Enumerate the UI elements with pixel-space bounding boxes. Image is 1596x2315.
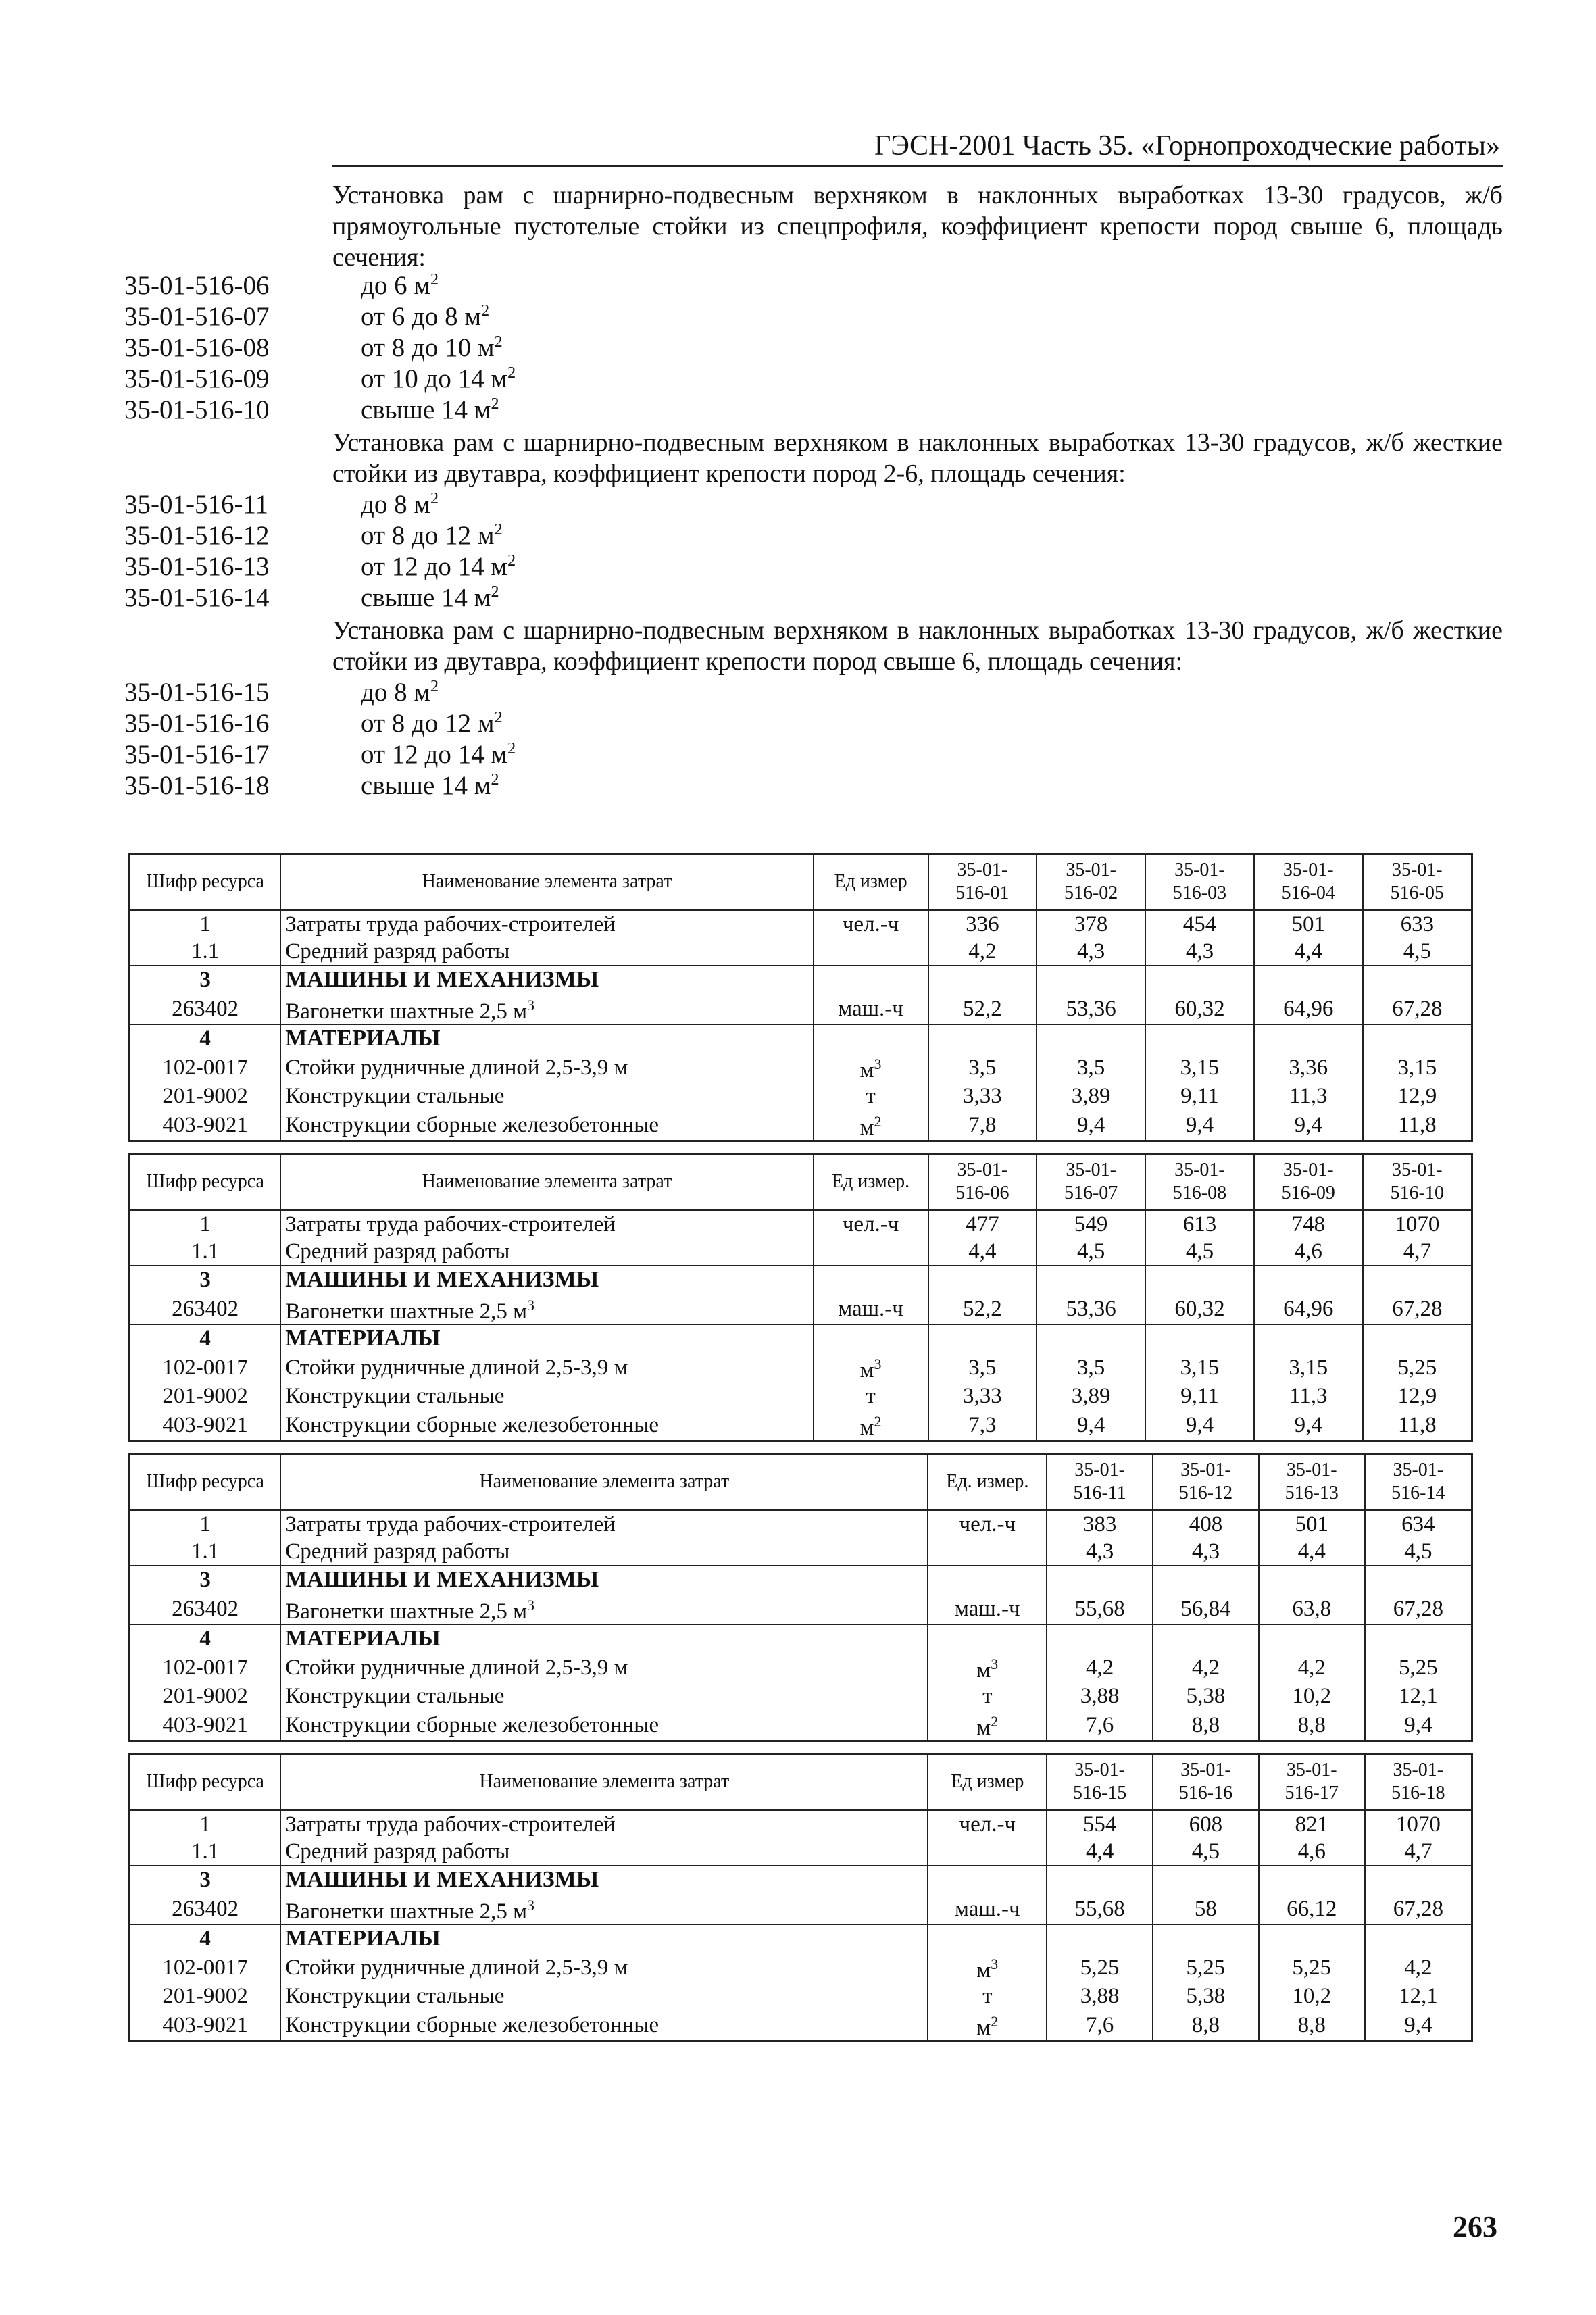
row-value: 633 — [1363, 910, 1472, 939]
row-value: 3,88 — [1047, 1683, 1153, 1710]
row-value: 4,5 — [1145, 1238, 1254, 1266]
row-value: 9,4 — [1365, 2010, 1472, 2041]
row-name: Конструкции сборные железобетонные — [280, 2010, 928, 2041]
table-section-row — [130, 966, 1472, 993]
row-value: 4,6 — [1259, 1838, 1365, 1866]
row-value: 4,5 — [1037, 1238, 1145, 1266]
row-value: 613 — [1145, 1210, 1254, 1239]
row-unit — [928, 1538, 1047, 1566]
row-value: 554 — [1047, 1810, 1153, 1839]
norm-code: 35-01-516-15 — [124, 678, 270, 707]
row-name: Стойки рудничные длиной 2,5-3,9 м — [280, 1952, 928, 1983]
row-code: 3 — [130, 1866, 281, 1893]
row-code: 1.1 — [130, 1238, 281, 1266]
row-value: 4,2 — [1365, 1952, 1472, 1983]
row-value: 3,5 — [1037, 1352, 1145, 1383]
table-section-row — [130, 1566, 1472, 1593]
row-name: Затраты труда рабочих-строителей — [280, 1510, 928, 1539]
table-row — [130, 1410, 1472, 1441]
row-code: 3 — [130, 1566, 281, 1593]
norm-column-header: 35-01- 516-16 — [1153, 1754, 1259, 1810]
table-section-row — [130, 1266, 1472, 1293]
row-value: 5,25 — [1047, 1952, 1153, 1983]
row-code: 263402 — [130, 1893, 281, 1924]
norm-column-header: 35-01- 516-07 — [1037, 1154, 1145, 1210]
section-heading: МАТЕРИАЛЫ — [280, 1324, 814, 1352]
row-unit: т — [928, 1683, 1047, 1710]
row-unit: чел.-ч — [814, 910, 928, 939]
row-code: 3 — [130, 1266, 281, 1293]
section-heading: МАШИНЫ И МЕХАНИЗМЫ — [280, 1566, 928, 1593]
row-value: 378 — [1037, 910, 1145, 939]
norm-column-header: 35-01- 516-12 — [1153, 1454, 1259, 1510]
table-row — [130, 1810, 1472, 1839]
cost-element-header: Наименование элемента затрат — [280, 854, 814, 910]
norm-code: 35-01-516-06 — [124, 271, 270, 300]
row-value: 53,36 — [1037, 1293, 1145, 1324]
row-value: 63,8 — [1259, 1593, 1365, 1624]
row-name: Вагонетки шахтные 2,5 $м^3$ — [280, 1893, 928, 1924]
norm-column-header: 35-01- 516-13 — [1259, 1454, 1365, 1510]
row-value: 9,4 — [1037, 1110, 1145, 1141]
row-value: 3,5 — [1037, 1052, 1145, 1082]
row-value: 5,25 — [1363, 1352, 1472, 1383]
row-code: 1 — [130, 1810, 281, 1839]
norm-table — [128, 1453, 1473, 1742]
row-value: 12,9 — [1363, 1082, 1472, 1110]
table-row — [130, 1952, 1472, 1983]
row-value: 8,8 — [1153, 2010, 1259, 2041]
row-value: 52,2 — [928, 993, 1037, 1024]
row-unit: чел.-ч — [928, 1510, 1047, 1539]
norm-column-header: 35-01- 516-15 — [1047, 1754, 1153, 1810]
row-value: 67,28 — [1363, 1293, 1472, 1324]
table-row — [130, 1110, 1472, 1141]
row-unit: маш.-ч — [928, 1593, 1047, 1624]
row-value: 4,7 — [1363, 1238, 1472, 1266]
table-section-row — [130, 1324, 1472, 1352]
table-row — [130, 1538, 1472, 1566]
row-value: 10,2 — [1259, 1983, 1365, 2010]
table-row — [130, 1683, 1472, 1710]
row-value: 4,4 — [928, 1238, 1037, 1266]
resource-code-header: Шифр ресурса — [130, 1154, 281, 1210]
row-code: 102-0017 — [130, 1052, 281, 1082]
row-code: 1 — [130, 910, 281, 939]
row-unit: т — [814, 1082, 928, 1110]
norm-code: 35-01-516-07 — [124, 302, 270, 331]
norm-column-header: 35-01- 516-02 — [1037, 854, 1145, 910]
row-code: 4 — [130, 1624, 281, 1652]
row-code: 201-9002 — [130, 1082, 281, 1110]
norm-code: 35-01-516-14 — [124, 583, 270, 612]
table-row — [130, 1238, 1472, 1266]
section-heading: МАШИНЫ И МЕХАНИЗМЫ — [280, 1266, 814, 1293]
row-name: Конструкции сборные железобетонные — [280, 1710, 928, 1741]
row-unit: $м^3$ — [814, 1052, 928, 1082]
row-value: 60,32 — [1145, 993, 1254, 1024]
row-unit: $м^3$ — [928, 1652, 1047, 1683]
row-unit: $м^3$ — [928, 1952, 1047, 1983]
section-heading: МАТЕРИАЛЫ — [280, 1024, 814, 1052]
row-name: Конструкции стальные — [280, 1983, 928, 2010]
norm-column-header: 35-01- 516-04 — [1254, 854, 1363, 910]
row-code: 1 — [130, 1210, 281, 1239]
row-name: Вагонетки шахтные 2,5 $м^3$ — [280, 1293, 814, 1324]
table-row — [130, 1352, 1472, 1383]
row-name: Средний разряд работы — [280, 1838, 928, 1866]
area-range: от 8 до 12 $м^2$ — [361, 709, 503, 738]
page-number: 263 — [1453, 2210, 1497, 2243]
row-value: 4,3 — [1047, 1538, 1153, 1566]
norm-code: 35-01-516-11 — [124, 490, 269, 519]
table-row — [130, 1293, 1472, 1324]
row-code: 102-0017 — [130, 1352, 281, 1383]
row-value: 67,28 — [1365, 1893, 1472, 1924]
row-name: Стойки рудничные длиной 2,5-3,9 м — [280, 1652, 928, 1683]
norm-column-header: 35-01- 516-11 — [1047, 1454, 1153, 1510]
row-value: 9,11 — [1145, 1383, 1254, 1410]
row-value: 12,1 — [1365, 1983, 1472, 2010]
row-code: 1.1 — [130, 1538, 281, 1566]
row-value: 64,96 — [1254, 993, 1363, 1024]
row-unit: $м^2$ — [814, 1410, 928, 1441]
row-name: Средний разряд работы — [280, 1538, 928, 1566]
section-description: Установка рам с шарнирно-подвесным верхняком в наклонных выработках 13-30 градусов, ж/б жесткие стойки из двутавра, коэффициент крепости пород свыше 6, площадь сечения: — [332, 616, 1503, 676]
row-value: 5,25 — [1153, 1952, 1259, 1983]
row-unit: маш.-ч — [814, 993, 928, 1024]
row-value: 5,38 — [1153, 1683, 1259, 1710]
row-name: Конструкции стальные — [280, 1683, 928, 1710]
row-name: Затраты труда рабочих-строителей — [280, 910, 814, 939]
resource-code-header: Шифр ресурса — [130, 854, 281, 910]
row-value: 4,4 — [1259, 1538, 1365, 1566]
cost-element-header: Наименование элемента затрат — [280, 1154, 814, 1210]
table-row — [130, 1510, 1472, 1539]
row-code: 201-9002 — [130, 1383, 281, 1410]
table-row — [130, 910, 1472, 939]
table-section-row — [130, 1624, 1472, 1652]
row-name: Средний разряд работы — [280, 1238, 814, 1266]
norm-column-header: 35-01- 516-05 — [1363, 854, 1472, 910]
area-range: свыше 14 $м^2$ — [361, 771, 499, 800]
row-name: Вагонетки шахтные 2,5 $м^3$ — [280, 993, 814, 1024]
norm-column-header: 35-01- 516-03 — [1145, 854, 1254, 910]
row-value: 336 — [928, 910, 1037, 939]
row-value: 12,1 — [1365, 1683, 1472, 1710]
row-value: 9,4 — [1037, 1410, 1145, 1441]
table-row — [130, 1652, 1472, 1683]
row-value: 11,8 — [1363, 1110, 1472, 1141]
row-value: 549 — [1037, 1210, 1145, 1239]
row-value: 8,8 — [1259, 2010, 1365, 2041]
row-value: 55,68 — [1047, 1893, 1153, 1924]
table-section-row — [130, 1866, 1472, 1893]
row-name: Конструкции стальные — [280, 1082, 814, 1110]
row-value: 11,3 — [1254, 1383, 1363, 1410]
row-name: Конструкции сборные железобетонные — [280, 1110, 814, 1141]
row-code: 4 — [130, 1924, 281, 1952]
area-range: от 8 до 10 $м^2$ — [361, 333, 503, 362]
row-code: 403-9021 — [130, 1410, 281, 1441]
row-unit: т — [814, 1383, 928, 1410]
row-value: 9,4 — [1254, 1110, 1363, 1141]
section-heading: МАШИНЫ И МЕХАНИЗМЫ — [280, 966, 814, 993]
resource-code-header: Шифр ресурса — [130, 1454, 281, 1510]
row-code: 403-9021 — [130, 2010, 281, 2041]
row-value: 4,5 — [1365, 1538, 1472, 1566]
row-unit: $м^3$ — [814, 1352, 928, 1383]
row-code: 263402 — [130, 1593, 281, 1624]
row-code: 4 — [130, 1324, 281, 1352]
norm-code: 35-01-516-09 — [124, 364, 270, 393]
norm-column-header: 35-01- 516-18 — [1365, 1754, 1472, 1810]
unit-header: Ед. измер. — [928, 1454, 1047, 1510]
table-row — [130, 1838, 1472, 1866]
section-description: Установка рам с шарнирно-подвесным верхняком в наклонных выработках 13-30 градусов, ж/б жесткие стойки из двутавра, коэффициент крепости пород 2-6, площадь сечения: — [332, 428, 1503, 488]
row-value: 3,15 — [1145, 1352, 1254, 1383]
row-value: 383 — [1047, 1510, 1153, 1539]
row-value: 9,4 — [1145, 1110, 1254, 1141]
area-range: от 6 до 8 $м^2$ — [361, 302, 490, 331]
row-value: 4,3 — [1145, 938, 1254, 966]
row-unit — [814, 938, 928, 966]
row-value: 3,33 — [928, 1383, 1037, 1410]
row-code: 201-9002 — [130, 1983, 281, 2010]
norm-column-header: 35-01- 516-08 — [1145, 1154, 1254, 1210]
row-value: 5,25 — [1365, 1652, 1472, 1683]
row-value: 4,5 — [1363, 938, 1472, 966]
row-unit — [928, 1838, 1047, 1866]
row-value: 3,33 — [928, 1082, 1037, 1110]
area-range: до 6 $м^2$ — [361, 271, 439, 300]
row-unit: $м^2$ — [928, 2010, 1047, 2041]
row-code: 263402 — [130, 1293, 281, 1324]
section-description: Установка рам с шарнирно-подвесным верхняком в наклонных выработках 13-30 градусов, ж/б прямоугольные пустотелые стойки из спецпрофиля, коэффициент крепости пород свыше 6, площадь сечения: — [332, 181, 1503, 272]
norm-code: 35-01-516-13 — [124, 552, 270, 581]
row-value: 477 — [928, 1210, 1037, 1239]
row-value: 1070 — [1365, 1810, 1472, 1839]
section-heading: МАШИНЫ И МЕХАНИЗМЫ — [280, 1866, 928, 1893]
row-value: 10,2 — [1259, 1683, 1365, 1710]
table-row — [130, 1593, 1472, 1624]
row-value: 501 — [1254, 910, 1363, 939]
norm-table — [128, 1753, 1473, 2042]
row-unit: чел.-ч — [928, 1810, 1047, 1839]
norm-table — [128, 853, 1473, 1142]
row-value: 66,12 — [1259, 1893, 1365, 1924]
row-unit: $м^2$ — [928, 1710, 1047, 1741]
row-code: 1.1 — [130, 1838, 281, 1866]
unit-header: Ед измер — [928, 1754, 1047, 1810]
row-value: 11,8 — [1363, 1410, 1472, 1441]
area-range: от 8 до 12 $м^2$ — [361, 521, 503, 550]
row-value: 4,2 — [928, 938, 1037, 966]
row-value: 7,8 — [928, 1110, 1037, 1141]
row-value: 55,68 — [1047, 1593, 1153, 1624]
row-value: 12,9 — [1363, 1383, 1472, 1410]
norm-code: 35-01-516-18 — [124, 771, 270, 800]
row-value: 7,6 — [1047, 1710, 1153, 1741]
row-unit: т — [928, 1983, 1047, 2010]
row-value: 67,28 — [1365, 1593, 1472, 1624]
table-section-row — [130, 1024, 1472, 1052]
table-row — [130, 938, 1472, 966]
row-value: 52,2 — [928, 1293, 1037, 1324]
row-value: 4,2 — [1153, 1652, 1259, 1683]
row-code: 1 — [130, 1510, 281, 1539]
row-value: 3,89 — [1037, 1383, 1145, 1410]
cost-element-header: Наименование элемента затрат — [280, 1754, 928, 1810]
row-value: 60,32 — [1145, 1293, 1254, 1324]
row-value: 501 — [1259, 1510, 1365, 1539]
row-code: 403-9021 — [130, 1710, 281, 1741]
row-value: 9,4 — [1145, 1410, 1254, 1441]
area-range: до 8 $м^2$ — [361, 490, 439, 519]
row-value: 5,25 — [1259, 1952, 1365, 1983]
norm-code: 35-01-516-12 — [124, 521, 270, 550]
table-row — [130, 1210, 1472, 1239]
row-value: 64,96 — [1254, 1293, 1363, 1324]
norm-column-header: 35-01- 516-10 — [1363, 1154, 1472, 1210]
row-value: 56,84 — [1153, 1593, 1259, 1624]
section-heading: МАТЕРИАЛЫ — [280, 1924, 928, 1952]
table-row — [130, 1052, 1472, 1082]
row-value: 11,3 — [1254, 1082, 1363, 1110]
row-value: 608 — [1153, 1810, 1259, 1839]
norm-code: 35-01-516-17 — [124, 740, 270, 769]
resource-code-header: Шифр ресурса — [130, 1754, 281, 1810]
row-unit: чел.-ч — [814, 1210, 928, 1239]
row-value: 4,3 — [1037, 938, 1145, 966]
row-value: 4,4 — [1047, 1838, 1153, 1866]
row-value: 3,5 — [928, 1352, 1037, 1383]
unit-header: Ед измер — [814, 854, 928, 910]
row-value: 4,3 — [1153, 1538, 1259, 1566]
row-value: 4,4 — [1254, 938, 1363, 966]
row-value: 821 — [1259, 1810, 1365, 1839]
row-value: 3,15 — [1254, 1352, 1363, 1383]
row-value: 1070 — [1363, 1210, 1472, 1239]
norm-column-header: 35-01- 516-14 — [1365, 1454, 1472, 1510]
row-unit: $м^2$ — [814, 1110, 928, 1141]
row-value: 5,38 — [1153, 1983, 1259, 2010]
table-row — [130, 1983, 1472, 2010]
row-value: 8,8 — [1153, 1710, 1259, 1741]
row-value: 3,36 — [1254, 1052, 1363, 1082]
row-value: 53,36 — [1037, 993, 1145, 1024]
page-header-title: ГЭСН-2001 Часть 35. «Горнопроходческие работы» — [874, 130, 1500, 161]
cost-element-header: Наименование элемента затрат — [280, 1454, 928, 1510]
header-rule — [332, 165, 1503, 167]
row-name: Затраты труда рабочих-строителей — [280, 1210, 814, 1239]
row-value: 7,6 — [1047, 2010, 1153, 2041]
area-range: до 8 $м^2$ — [361, 678, 439, 707]
norm-code: 35-01-516-08 — [124, 333, 270, 362]
row-value: 3,5 — [928, 1052, 1037, 1082]
area-range: от 10 до 14 $м^2$ — [361, 364, 516, 393]
row-name: Конструкции сборные железобетонные — [280, 1410, 814, 1441]
row-value: 634 — [1365, 1510, 1472, 1539]
row-name: Средний разряд работы — [280, 938, 814, 966]
row-code: 3 — [130, 966, 281, 993]
row-value: 7,3 — [928, 1410, 1037, 1441]
row-name: Конструкции стальные — [280, 1383, 814, 1410]
table-row — [130, 1893, 1472, 1924]
table-row — [130, 1710, 1472, 1741]
row-value: 3,89 — [1037, 1082, 1145, 1110]
row-value: 4,6 — [1254, 1238, 1363, 1266]
row-code: 1.1 — [130, 938, 281, 966]
table-section-row — [130, 1924, 1472, 1952]
row-value: 3,15 — [1145, 1052, 1254, 1082]
row-value: 748 — [1254, 1210, 1363, 1239]
row-code: 102-0017 — [130, 1952, 281, 1983]
row-value: 67,28 — [1363, 993, 1472, 1024]
row-value: 8,8 — [1259, 1710, 1365, 1741]
row-code: 403-9021 — [130, 1110, 281, 1141]
row-name: Стойки рудничные длиной 2,5-3,9 м — [280, 1352, 814, 1383]
row-value: 408 — [1153, 1510, 1259, 1539]
norm-column-header: 35-01- 516-17 — [1259, 1754, 1365, 1810]
row-value: 4,7 — [1365, 1838, 1472, 1866]
row-code: 263402 — [130, 993, 281, 1024]
table-row — [130, 1383, 1472, 1410]
area-range: свыше 14 $м^2$ — [361, 395, 499, 424]
row-value: 9,11 — [1145, 1082, 1254, 1110]
row-code: 102-0017 — [130, 1652, 281, 1683]
norm-column-header: 35-01- 516-09 — [1254, 1154, 1363, 1210]
row-code: 4 — [130, 1024, 281, 1052]
row-value: 454 — [1145, 910, 1254, 939]
row-value: 3,15 — [1363, 1052, 1472, 1082]
row-name: Вагонетки шахтные 2,5 $м^3$ — [280, 1593, 928, 1624]
section-heading: МАТЕРИАЛЫ — [280, 1624, 928, 1652]
area-range: от 12 до 14 $м^2$ — [361, 552, 516, 581]
norm-table — [128, 1153, 1473, 1442]
table-row — [130, 993, 1472, 1024]
norm-column-header: 35-01- 516-01 — [928, 854, 1037, 910]
norm-column-header: 35-01- 516-06 — [928, 1154, 1037, 1210]
row-value: 3,88 — [1047, 1983, 1153, 2010]
row-value: 4,5 — [1153, 1838, 1259, 1866]
row-unit — [814, 1238, 928, 1266]
area-range: свыше 14 $м^2$ — [361, 583, 499, 612]
row-name: Затраты труда рабочих-строителей — [280, 1810, 928, 1839]
table-row — [130, 1082, 1472, 1110]
row-value: 4,2 — [1259, 1652, 1365, 1683]
row-unit: маш.-ч — [814, 1293, 928, 1324]
row-code: 201-9002 — [130, 1683, 281, 1710]
row-value: 9,4 — [1254, 1410, 1363, 1441]
table-row — [130, 2010, 1472, 2041]
row-unit: маш.-ч — [928, 1893, 1047, 1924]
norm-code: 35-01-516-10 — [124, 395, 270, 424]
unit-header: Ед измер. — [814, 1154, 928, 1210]
norm-code: 35-01-516-16 — [124, 709, 270, 738]
row-name: Стойки рудничные длиной 2,5-3,9 м — [280, 1052, 814, 1082]
row-value: 58 — [1153, 1893, 1259, 1924]
row-value: 9,4 — [1365, 1710, 1472, 1741]
row-value: 4,2 — [1047, 1652, 1153, 1683]
area-range: от 12 до 14 $м^2$ — [361, 740, 516, 769]
